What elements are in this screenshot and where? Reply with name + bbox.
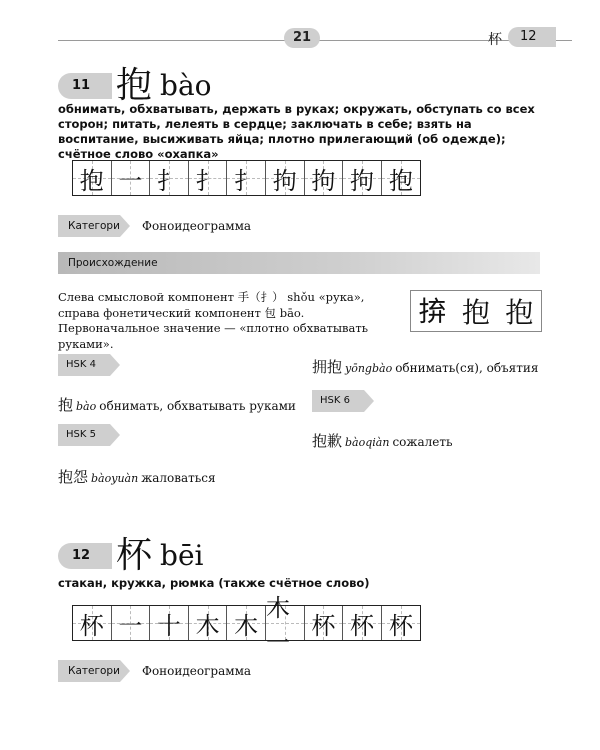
hsk5-word: 抱怨 bàoyuàn жаловаться <box>58 468 216 486</box>
entry-11-title <box>58 66 212 106</box>
stroke-cell: 拘 <box>305 161 344 195</box>
stroke-cell: 抱 <box>382 161 421 195</box>
hsk6-word: 抱歉 bàoqiàn сожалеть <box>312 432 453 450</box>
stroke-cell: 木一 <box>266 606 305 640</box>
stroke-cell: 一 <box>112 161 151 195</box>
entry-11-meaning: обнимать, обхватывать, держать в руках; окружать, обступать со всех сторон; питать, лелеять в сердце; заключать в себе; взять на воспитание, высиживать яйца; плотно прилегающий (об одежде); счётное слово «охапка» <box>58 102 535 161</box>
stroke-cell: 拘 <box>343 161 382 195</box>
stroke-cell: 扌 <box>189 161 228 195</box>
entry-12-meaning: стакан, кружка, рюмка (также счётное слово) <box>58 576 370 590</box>
hsk5-label: HSK 5 <box>58 424 110 446</box>
stroke-cell: 十 <box>150 606 189 640</box>
entry-pinyin: bēi <box>160 539 204 572</box>
stroke-cell: 一 <box>112 606 151 640</box>
ancient-forms <box>410 290 542 332</box>
hsk4-word: 抱 bào обнимать, обхватывать руками <box>58 396 296 414</box>
entry-hanzi: 杯 <box>116 535 153 576</box>
category-label: Категория <box>58 215 120 237</box>
hsk5-word: 拥抱 yōngbào обнимать(ся), объятия <box>312 358 539 376</box>
stroke-cell: 拘 <box>266 161 305 195</box>
stroke-cell: 杯 <box>343 606 382 640</box>
seal-form: 𢬵 <box>418 295 447 328</box>
category-value: Фоноидеограмма <box>142 664 252 678</box>
seal-form: 抱 <box>461 296 490 329</box>
category-label: Категория <box>58 660 120 682</box>
origin-label: Происхождение <box>58 252 540 274</box>
page-number: 21 <box>284 28 320 48</box>
entry-hanzi: 抱 <box>116 65 153 106</box>
running-hanzi: 杯 <box>488 32 502 48</box>
stroke-cell: 扌 <box>227 161 266 195</box>
entry-12-stroke-order <box>72 594 421 657</box>
hsk4-label: HSK 4 <box>58 354 110 376</box>
entry-number-badge: 12 <box>58 543 112 569</box>
stroke-cell: 木 <box>189 606 228 640</box>
stroke-cell: 杯 <box>382 606 421 640</box>
entry-number-badge: 11 <box>58 73 112 99</box>
stroke-cell: 杯 <box>305 606 344 640</box>
category-value: Фоноидеограмма <box>142 219 252 233</box>
stroke-cell: 抱 <box>73 161 112 195</box>
seal-form: 抱 <box>505 296 534 329</box>
stroke-cell: 杯 <box>73 606 112 640</box>
entry-12-title <box>58 536 203 576</box>
running-entry-number: 12 <box>508 27 556 47</box>
stroke-cell: 木 <box>227 606 266 640</box>
origin-text: Слева смысловой компонент 手（扌） shǒu «рука», справа фонетический компонент 包 bāo. Первоначальное значение — «плотно обхватывать руками». <box>58 290 369 351</box>
entry-pinyin: bào <box>160 69 212 102</box>
stroke-cell: 扌 <box>150 161 189 195</box>
hsk6-label: HSK 6 <box>312 390 364 412</box>
entry-11-stroke-order <box>72 160 421 196</box>
